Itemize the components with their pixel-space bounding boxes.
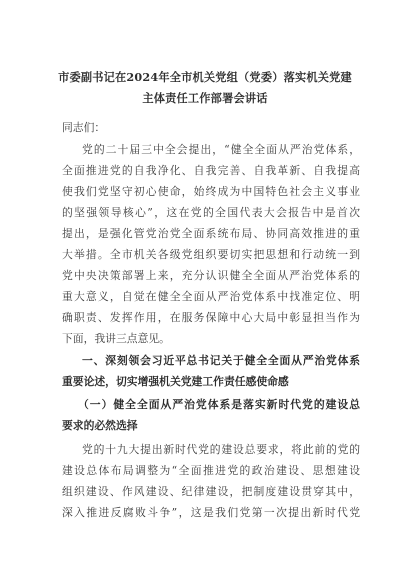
paragraph-2-line: 建设总体布局调整为“全面推进党的政治建设、思想建设: [62, 464, 360, 477]
paragraph-1-line: 提出，是强化管党治党全面系统布局、协同高效推进的重: [62, 227, 360, 240]
paragraph-1-line: 的坚强领导核心”，这在党的全国代表大会报告中是首次: [62, 206, 360, 219]
paragraph-1-line: 大举措。全市机关各级党组织要切实把思想和行动统一到: [62, 248, 360, 261]
subsection-heading-1-1-line: （一）健全全面从严治党体系是落实新时代党的建设总: [78, 398, 360, 411]
document-title-line-1: 市委副书记在2024年全市机关党组（党委）落实机关党建: [58, 70, 352, 84]
paragraph-1-line: 全面推进党的自我净化、自我完善、自我革新、自我提高: [62, 164, 360, 177]
paragraph-2-line: 组织建设、作风建设、纪律建设，把制度建设贯穿其中，: [62, 485, 360, 498]
paragraph-1-line: 使我们党坚守初心使命，始终成为中国特色社会主义事业: [62, 185, 360, 198]
paragraph-1-line: 党的二十届三中全会提出，“健全全面从严治党体系，: [82, 143, 360, 156]
paragraph-1-line: 确职责、发挥作用，在服务保障中心大局中彰显担当作为: [62, 311, 360, 324]
paragraph-1-line: 重大意义，自觉在健全全面从严治党体系中找准定位、明: [62, 290, 360, 303]
paragraph-2-line: 党的十九大提出新时代党的建设总要求，将此前的党的: [82, 443, 360, 456]
salutation: 同志们：: [62, 121, 106, 134]
section-heading-1-line: 重要论述，切实增强机关党建工作责任感使命感: [62, 375, 289, 388]
document-title-line-2: 主体责任工作部署会讲话: [142, 91, 268, 105]
subsection-heading-1-1-line: 要求的必然选择: [62, 419, 138, 432]
paragraph-1-line: 党中央决策部署上来，充分认识健全全面从严治党体系的: [62, 269, 360, 282]
section-heading-1-line: 一、深刻领会习近平总书记关于健全全面从严治党体系: [82, 354, 360, 367]
paragraph-2-line: 深入推进反腐败斗争”，这是我们党第一次提出新时代党: [62, 506, 360, 519]
paragraph-1-line: 下面，我讲三点意见。: [62, 332, 170, 345]
